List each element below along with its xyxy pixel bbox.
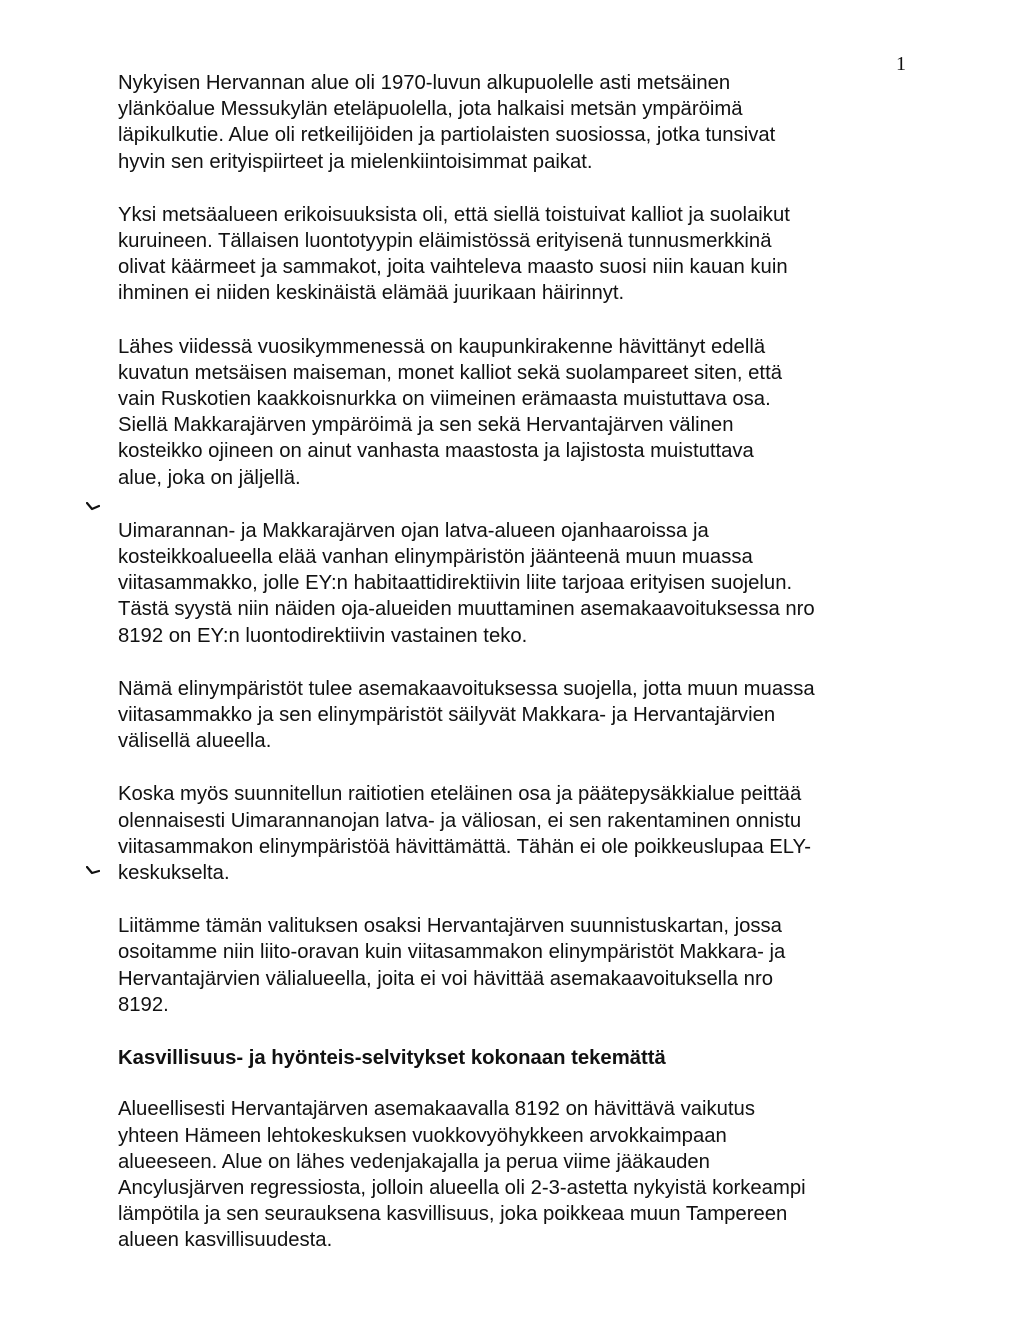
paragraph-line: Tästä syystä niin näiden oja-alueiden muuttaminen asemakaavoituksessa nro (118, 598, 815, 621)
paragraph-line: alueeseen. Alue on lähes vedenjakajalla ja perua viime jääkauden (118, 1150, 710, 1173)
paragraph-line: lämpötila ja sen seurauksena kasvillisuus, joka poikkeaa muun Tampereen (118, 1203, 788, 1226)
paragraph-line: viitasammakon elinympäristöä hävittämättä. Tähän ei ole poikkeuslupaa ELY- (118, 835, 811, 858)
handwritten-check-mark-icon (86, 866, 100, 876)
paragraph-line: kosteikkoalueella elää vanhan elinympäristön jäänteenä muun muassa (118, 546, 753, 569)
paragraph-line: alue, joka on jäljellä. (118, 466, 301, 489)
paragraph-line: Hervantajärvien välialueella, joita ei voi hävittää asemakaavoituksella nro (118, 967, 773, 990)
paragraph-line: osoitamme niin liito-oravan kuin viitasammakon elinympäristöt Makkara- ja (118, 941, 786, 964)
paragraph-line: Yksi metsäalueen erikoisuuksista oli, että siellä toistuivat kalliot ja suolaikut (118, 203, 790, 226)
paragraph-line: viitasammakko, jolle EY:n habitaattidirektiivin liite tarjoaa erityisen suojelun. (118, 572, 793, 595)
paragraph-line: olennaisesti Uimarannanojan latva- ja väliosan, ei sen rakentaminen onnistu (118, 809, 802, 832)
paragraph (118, 334, 918, 491)
paragraph-line: Koska myös suunnitellun raitiotien eteläinen osa ja päätepysäkkialue peittää (118, 783, 802, 806)
section-heading: Kasvillisuus- ja hyönteis-selvitykset kokonaan tekemättä (118, 1047, 666, 1070)
paragraph-line: kosteikko ojineen on ainut vanhasta maastosta ja lajistosta muistuttava (118, 440, 754, 463)
paragraph (118, 676, 918, 755)
page-number: 1 (896, 53, 906, 75)
paragraph-line: alueen kasvillisuudesta. (118, 1229, 333, 1252)
paragraph-line: läpikulkutie. Alue oli retkeilijöiden ja partiolaisten suosiossa, jotka tunsivat (118, 124, 776, 147)
paragraph (118, 781, 918, 886)
paragraph-line: yhteen Hämeen lehtokeskuksen vuokkovyöhykkeen arvokkaimpaan (118, 1124, 727, 1147)
paragraph (118, 202, 918, 307)
paragraph-line: Nämä elinympäristöt tulee asemakaavoituksessa suojella, jotta muun muassa (118, 677, 815, 700)
paragraph (118, 913, 918, 1018)
paragraph-line: Lähes viidessä vuosikymmenessä on kaupunkirakenne hävittänyt edellä (118, 335, 766, 358)
paragraph-line: kuvatun metsäisen maiseman, monet kalliot sekä suolampareet siten, että (118, 361, 782, 384)
paragraph-line: keskukselta. (118, 862, 230, 885)
paragraph-line: Liitämme tämän valituksen osaksi Hervantajärven suunnistuskartan, jossa (118, 915, 782, 938)
paragraph-line: Uimarannan- ja Makkarajärven ojan latva-alueen ojanhaaroissa ja (118, 519, 709, 542)
paragraph-line: hyvin sen erityispiirteet ja mielenkiintoisimmat paikat. (118, 150, 593, 173)
paragraph (118, 518, 918, 649)
paragraph-group (118, 70, 918, 1018)
paragraph-line: Siellä Makkarajärven ympäröimä ja sen sekä Hervantajärven välinen (118, 414, 734, 437)
paragraph-line: ihminen ei niiden keskinäistä elämää juurikaan häirinnyt. (118, 282, 625, 305)
paragraph-line: kuruineen. Tällaisen luontotyypin eläimistössä erityisenä tunnusmerkkinä (118, 230, 772, 253)
paragraph-line: välisellä alueella. (118, 730, 272, 753)
paragraph-line: 8192. (118, 993, 169, 1016)
paragraph-line: Ancylusjärven regressiosta, jolloin alueella oli 2-3-astetta nykyistä korkeampi (118, 1176, 806, 1199)
document-body (118, 70, 918, 1281)
paragraph-line: olivat käärmeet ja sammakot, joita vaihteleva maasto suosi niin kauan kuin (118, 256, 788, 279)
paragraph (118, 70, 918, 175)
final-paragraph (118, 1096, 918, 1253)
handwritten-check-mark-icon (86, 502, 100, 512)
paragraph-line: Nykyisen Hervannan alue oli 1970-luvun alkupuolelle asti metsäinen (118, 72, 731, 94)
paragraph-line: ylänköalue Messukylän eteläpuolella, jota halkaisi metsän ympäröimä (118, 98, 743, 121)
paragraph-line: 8192 on EY:n luontodirektiivin vastainen teko. (118, 624, 528, 647)
paragraph-line: vain Ruskotien kaakkoisnurkka on viimeinen erämaasta muistuttava osa. (118, 388, 771, 411)
paragraph-line: viitasammakko ja sen elinympäristöt säilyvät Makkara- ja Hervantajärvien (118, 704, 776, 727)
paragraph-line: Alueellisesti Hervantajärven asemakaavalla 8192 on hävittävä vaikutus (118, 1098, 755, 1121)
